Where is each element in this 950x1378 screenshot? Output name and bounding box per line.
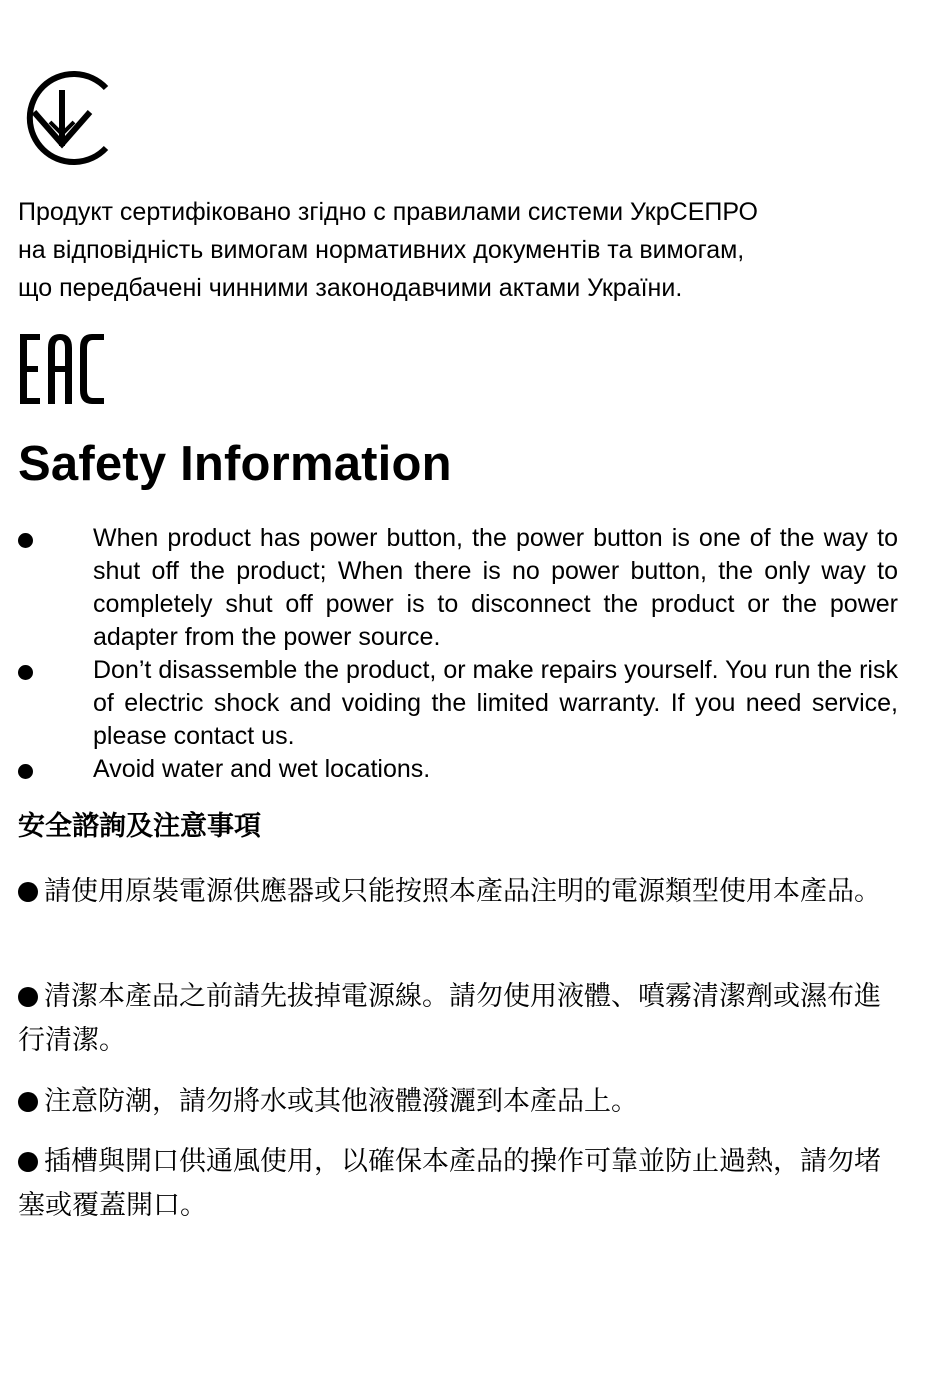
bullet-icon (18, 1092, 38, 1112)
chinese-item-text: 請使用原裝電源供應器或只能按照本產品注明的電源類型使用本產品。 (44, 876, 881, 907)
bullet-icon (18, 987, 38, 1007)
chinese-safety-item (18, 975, 898, 1063)
chinese-item-text: 插槽與開口供通風使用，以確保本產品的操作可靠並防止過熱，請勿堵塞或覆蓋開口。 (18, 1146, 881, 1221)
chinese-item-text: 清潔本產品之前請先拔掉電源線。請勿使用液體、噴霧清潔劑或濕布進行清潔。 (18, 981, 881, 1056)
list-item (18, 753, 898, 786)
ukrsepro-line: на відповідність вимогам нормативних документів та вимогам, (18, 236, 745, 264)
ukrsepro-line: що передбачені чинними законодавчими актами України. (18, 274, 683, 302)
list-item (18, 522, 898, 654)
safety-title: Safety Information (18, 437, 452, 491)
chinese-safety-item (18, 1140, 898, 1228)
bullet-icon (18, 533, 33, 548)
ukrsepro-trident-icon (16, 70, 110, 166)
chinese-item-text: 注意防潮，請勿將水或其他液體潑灑到本產品上。 (44, 1086, 638, 1117)
safety-item-text: Don’t disassemble the product, or make repairs yourself. You run the risk of electric shock and voiding the limited warranty. If you need service, please contact us. (93, 656, 898, 750)
safety-item-text: Avoid water and wet locations. (93, 755, 431, 783)
chinese-safety-item (18, 1080, 898, 1124)
list-item (18, 654, 898, 753)
bullet-icon (18, 764, 33, 779)
bullet-icon (18, 665, 33, 680)
safety-list (18, 522, 898, 786)
chinese-safety-item (18, 870, 898, 914)
bullet-icon (18, 882, 38, 902)
chinese-safety-title: 安全諮詢及注意事項 (18, 811, 261, 842)
eac-logo-icon (18, 330, 108, 408)
safety-item-text: When product has power button, the power button is one of the way to shut off the product; When there is no power button, the only way to completely shut off power is to disconnect the product or the power adapter from the power source. (93, 524, 898, 651)
bullet-icon (18, 1152, 38, 1172)
ukrsepro-line: Продукт сертифіковано згідно с правилами системи УкрСЕПРО (18, 198, 758, 226)
ukrsepro-statement (18, 193, 898, 307)
